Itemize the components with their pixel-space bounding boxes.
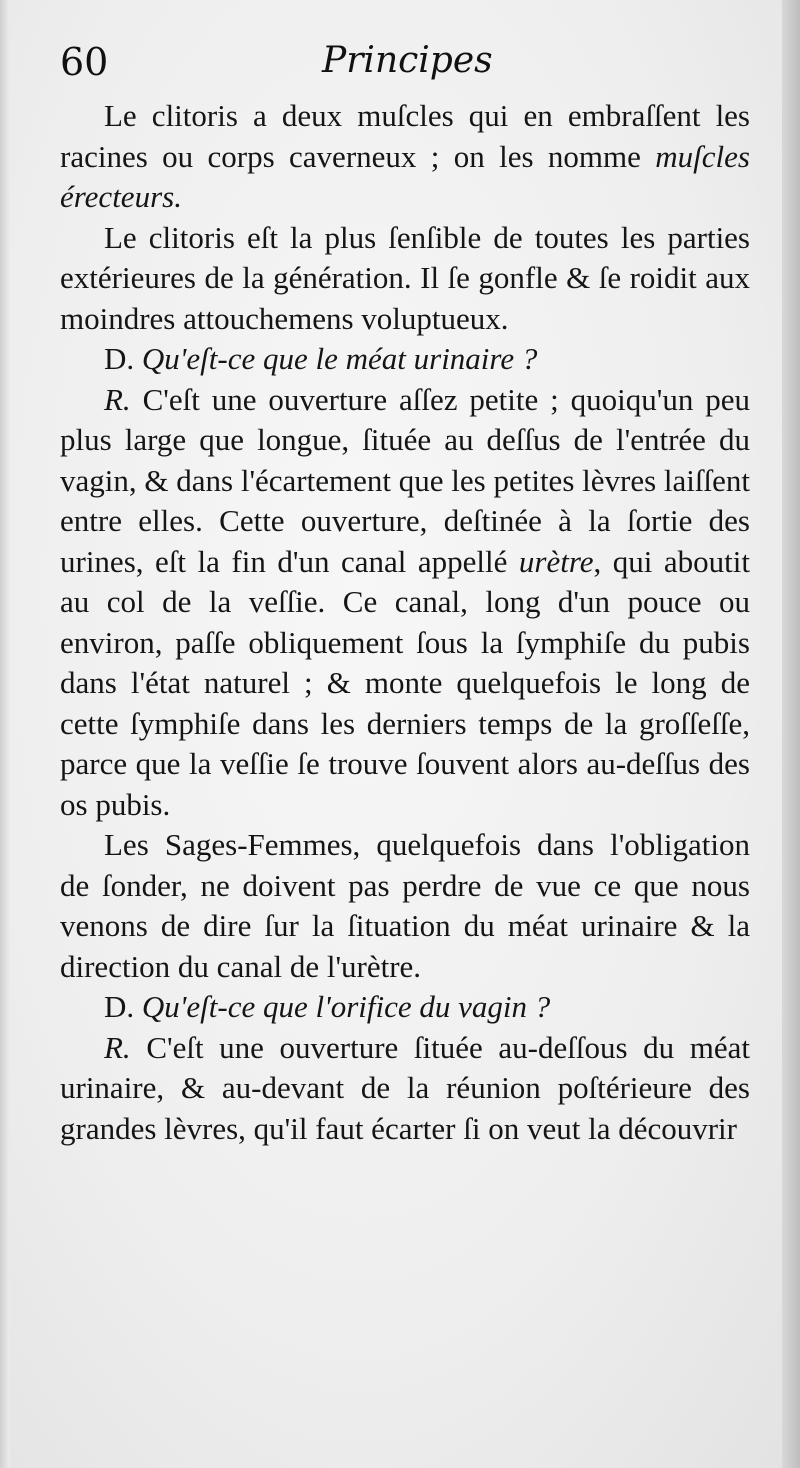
paragraph-muscles xyxy=(60,96,750,218)
question-text: Qu'eſt-ce que le méat urinaire ? xyxy=(141,341,538,376)
paragraph-text: Le clitoris a deux muſcles qui en embraſſent les racines ou corps caverneux ; on les nomme xyxy=(60,98,750,174)
question-label: D. xyxy=(104,989,135,1024)
italic-term: muſcles érecteurs. xyxy=(60,138,750,214)
paragraph-midwives: Les Sages-Femmes, quelquefois dans l'obligation de ſonder, ne doivent pas perdre de vue ce que nous venons de dire ſur la ſituation du méat urinaire & la direction du canal de l'urètre. xyxy=(60,827,750,984)
answer-label: R. xyxy=(104,1029,131,1065)
question-orifice xyxy=(60,987,750,1028)
answer-text: C'eſt une ouverture ſituée au-deſſous du méat urinaire, & au-devant de la réunion poſtérieure des grandes lèvres, qu'il faut écarter ſi on veut la découvrir xyxy=(60,1029,750,1146)
answer-label: R. xyxy=(104,381,131,417)
question-text: Qu'eſt-ce que l'orifice du vagin ? xyxy=(141,989,551,1024)
paragraph-sensitivity: Le clitoris eſt la plus ſenſible de toutes les parties extérieures de la génération. Il ſe gonfle & ſe roidit aux moindres attouchemens voluptueux. xyxy=(60,219,750,336)
page-number: 60 xyxy=(60,40,109,84)
question-label: D. xyxy=(104,341,135,376)
question-meatus xyxy=(60,339,750,380)
answer-text-after: , qui aboutit au col de la veſſie. Ce canal, long d'un pouce ou environ, paſſe obliquement ſous la ſymphiſe du pubis dans l'état naturel ; & monte quelquefois le long de cette ſymphiſe dans les derniers temps de la groſſeſſe, parce que la veſſie ſe trouve ſouvent alors au-deſſus des os pubis. xyxy=(60,543,750,822)
page-gutter-shadow xyxy=(0,0,10,1468)
italic-term: urètre xyxy=(518,543,594,579)
answer-orifice xyxy=(60,1028,750,1150)
page-header xyxy=(60,40,760,96)
answer-text-before: C'eſt une ouverture aſſez petite ; quoiqu'un peu plus large que longue, ſituée au deſſus de l'entrée du vagin, & dans l'écartement que les petites lèvres laiſſent entre elles. Cette ouverture, deſtinée à la ſortie des urines, eſt la fin d'un canal appellé xyxy=(60,381,750,579)
running-title: Principes xyxy=(322,40,493,81)
page-edge-shadow xyxy=(782,0,800,1468)
page-body xyxy=(60,96,750,1149)
answer-meatus xyxy=(60,380,750,826)
